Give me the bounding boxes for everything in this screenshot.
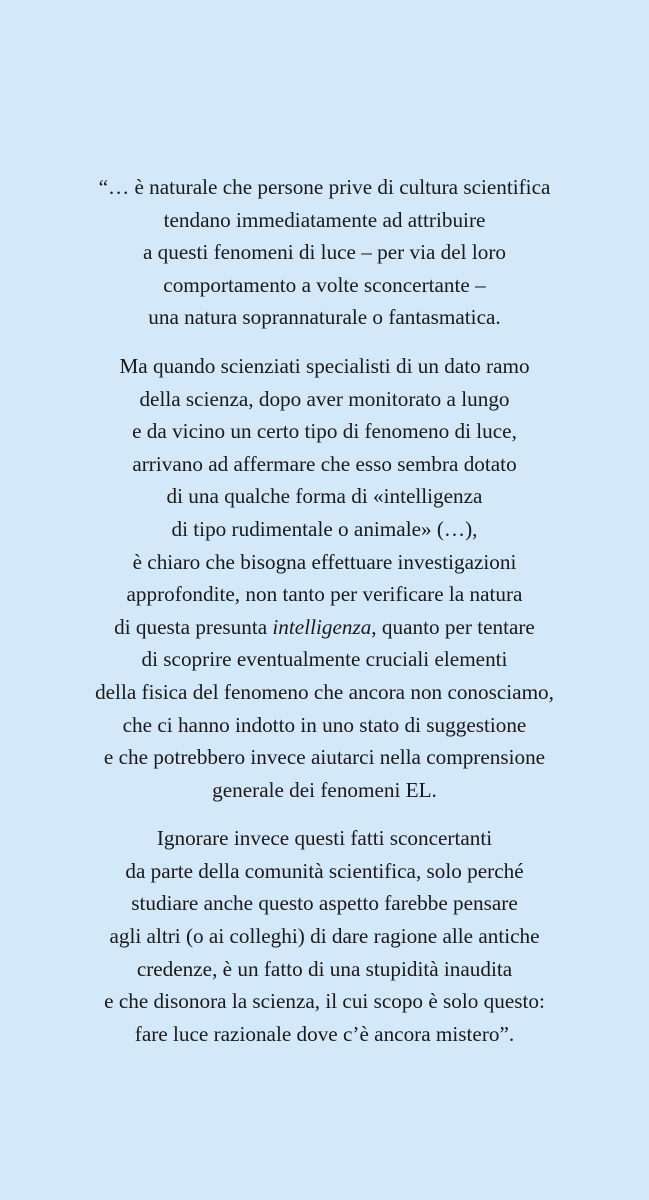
- text-line: arrivano ad affermare che esso sembra dotato: [132, 451, 517, 476]
- text-line: approfondite, non tanto per verificare la natura: [126, 582, 523, 607]
- text-line: della fisica del fenomeno che ancora non conosciamo,: [95, 679, 554, 704]
- text-line: “… è naturale che persone prive di cultura scientifica: [98, 175, 551, 199]
- text-segment: di questa presunta: [114, 614, 273, 639]
- quote-paragraph-2: [0, 350, 649, 806]
- text-line: di tipo rudimentale o animale» (…),: [171, 516, 478, 541]
- text-line: studiare anche questo aspetto farebbe pensare: [131, 891, 518, 916]
- text-line: Ignorare invece questi fatti sconcertanti: [156, 826, 493, 851]
- text-line: di scoprire eventualmente cruciali elementi: [141, 647, 508, 672]
- quote-paragraph-3: [0, 822, 649, 1050]
- text-line: e da vicino un certo tipo di fenomeno di luce,: [132, 419, 517, 444]
- text-line: Ma quando scienziati specialisti di un dato ramo: [119, 353, 530, 378]
- quote-paragraph-1: [0, 171, 649, 334]
- text-line: e che potrebbero invece aiutarci nella comprensione: [103, 745, 546, 770]
- text-line: agli altri (o ai colleghi) di dare ragione alle antiche: [109, 924, 540, 949]
- text-line: a questi fenomeni di luce – per via del loro: [142, 240, 506, 265]
- text-line: è chiaro che bisogna effettuare investigazioni: [132, 549, 517, 574]
- text-line: che ci hanno indotto in uno stato di suggestione: [122, 712, 527, 737]
- text-line-with-italic: [0, 611, 649, 644]
- text-line: e che disonora la scienza, il cui scopo è solo questo:: [104, 989, 545, 1014]
- italic-word: intelligenza: [272, 614, 372, 639]
- quote-block: [0, 171, 649, 1050]
- text-line: generale dei fenomeni EL.: [212, 777, 437, 802]
- text-line: fare luce razionale dove c’è ancora mistero”.: [134, 1021, 515, 1046]
- text-segment: , quanto per tentare: [371, 614, 535, 639]
- text-line: credenze, è un fatto di una stupidità inaudita: [136, 956, 513, 981]
- text-line: di una qualche forma di «intelligenza: [166, 484, 483, 509]
- text-line: tendano immediatamente ad attribuire: [163, 207, 486, 232]
- text-line: da parte della comunità scientifica, solo perché: [125, 858, 524, 883]
- text-line: una natura soprannaturale o fantasmatica.: [148, 305, 501, 330]
- text-line: della scienza, dopo aver monitorato a lungo: [139, 386, 510, 411]
- text-line: comportamento a volte sconcertante –: [163, 272, 486, 297]
